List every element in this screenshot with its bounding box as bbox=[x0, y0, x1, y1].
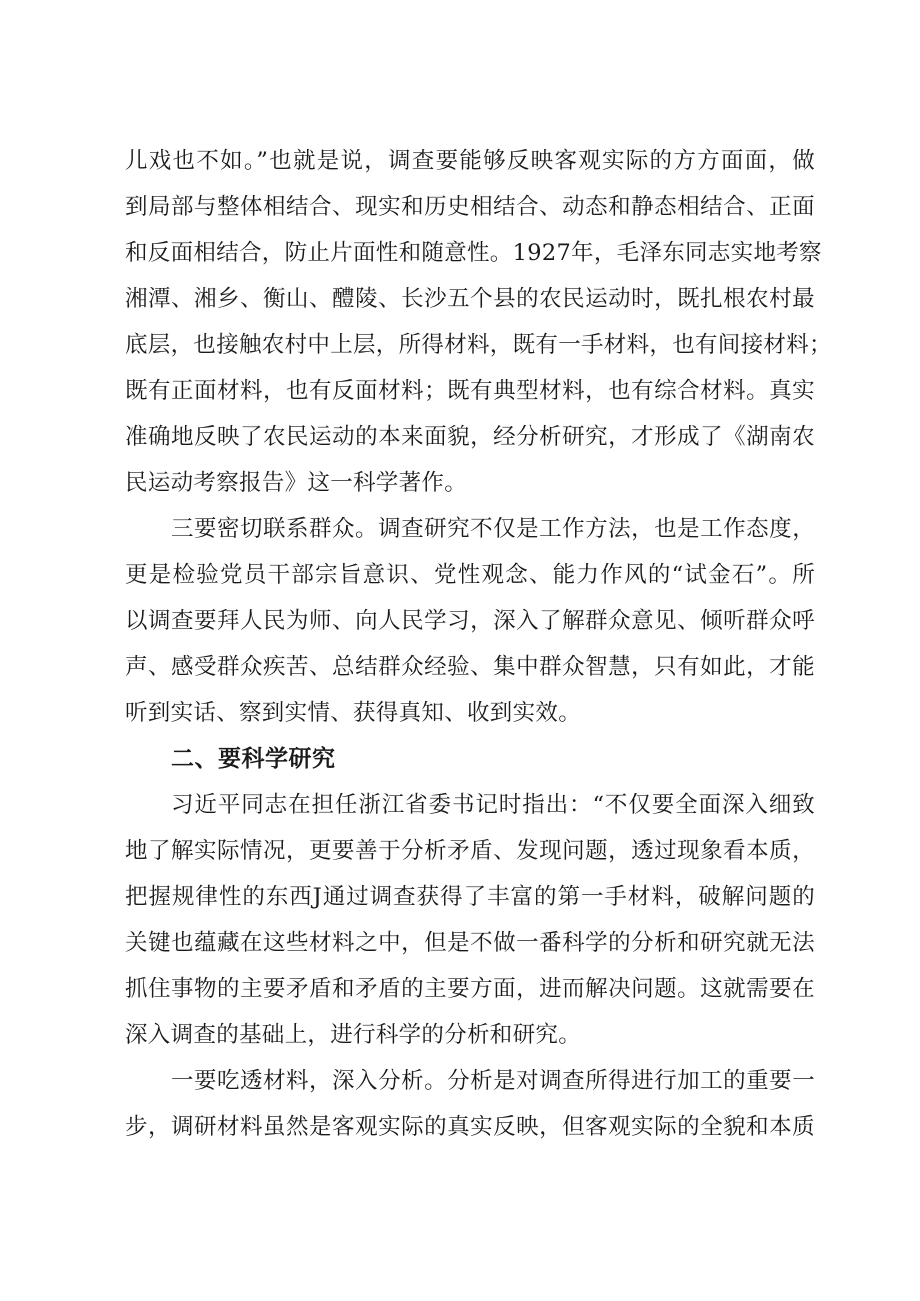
text-line: 习近平同志在担任浙江省委书记时指出：“不仅要全面深入细致 bbox=[171, 792, 815, 818]
text-line: 到局部与整体相结合、现实和历史相结合、动态和静态相结合、正面 bbox=[125, 194, 815, 220]
text-line: 准确地反映了农民运动的本来面貌，经分析研究，才形成了《湖南农 bbox=[125, 424, 815, 450]
paragraph-continuation bbox=[125, 138, 832, 506]
text-line: 三要密切联系群众。调查研究不仅是工作方法，也是工作态度， bbox=[171, 516, 815, 542]
text-line: 湘潭、湘乡、衡山、醴陵、长沙五个县的农民运动时，既扎根农村最 bbox=[125, 286, 815, 312]
text-line: 深入调查的基础上，进行科学的分析和研究。 bbox=[125, 1022, 582, 1048]
text-line: 儿戏也不如。”也就是说，调查要能够反映客观实际的方方面面，做 bbox=[125, 148, 815, 174]
text-line: 关键也蕴藏在这些材料之中，但是不做一番科学的分析和研究就无法 bbox=[125, 930, 815, 956]
text-line: 把握规律性的东西J通过调查获得了丰富的第一手材料，破解问题的 bbox=[125, 884, 815, 910]
document-body bbox=[125, 138, 832, 1150]
text-line: 一要吃透材料，深入分析。分析是对调查所得进行加工的重要一 bbox=[171, 1068, 815, 1094]
text-line: 地了解实际情况，更要善于分析矛盾、发现问题，透过现象看本质， bbox=[125, 838, 815, 864]
paragraph-analysis bbox=[125, 1058, 815, 1150]
text-line: 和反面相结合，防止片面性和随意性。1927年，毛泽东同志实地考察 bbox=[125, 240, 822, 266]
text-line: 以调查要拜人民为师、向人民学习，深入了解群众意见、倾听群众呼 bbox=[125, 608, 815, 634]
text-line: 步，调研材料虽然是客观实际的真实反映，但客观实际的全貌和本质 bbox=[125, 1114, 815, 1140]
text-line: 抓住事物的主要矛盾和矛盾的主要方面，进而解决问题。这就需要在 bbox=[125, 976, 815, 1002]
text-line: 听到实话、察到实情、获得真知、收到实效。 bbox=[125, 700, 582, 726]
paragraph-contact-masses bbox=[125, 506, 815, 736]
text-line: 既有正面材料，也有反面材料；既有典型材料，也有综合材料。真实 bbox=[125, 378, 815, 404]
text-line: 声、感受群众疾苦、总结群众经验、集中群众智慧，只有如此，才能 bbox=[125, 654, 815, 680]
text-line: 民运动考察报告》这一科学著作。 bbox=[125, 470, 468, 496]
section-heading: 二、要科学研究 bbox=[171, 746, 336, 772]
text-line: 更是检验党员干部宗旨意识、党性观念、能力作风的“试金石”。所 bbox=[125, 562, 815, 588]
paragraph-quote bbox=[125, 782, 815, 1058]
text-line: 底层，也接触农村中上层，所得材料，既有一手材料，也有间接材料； bbox=[125, 332, 832, 358]
